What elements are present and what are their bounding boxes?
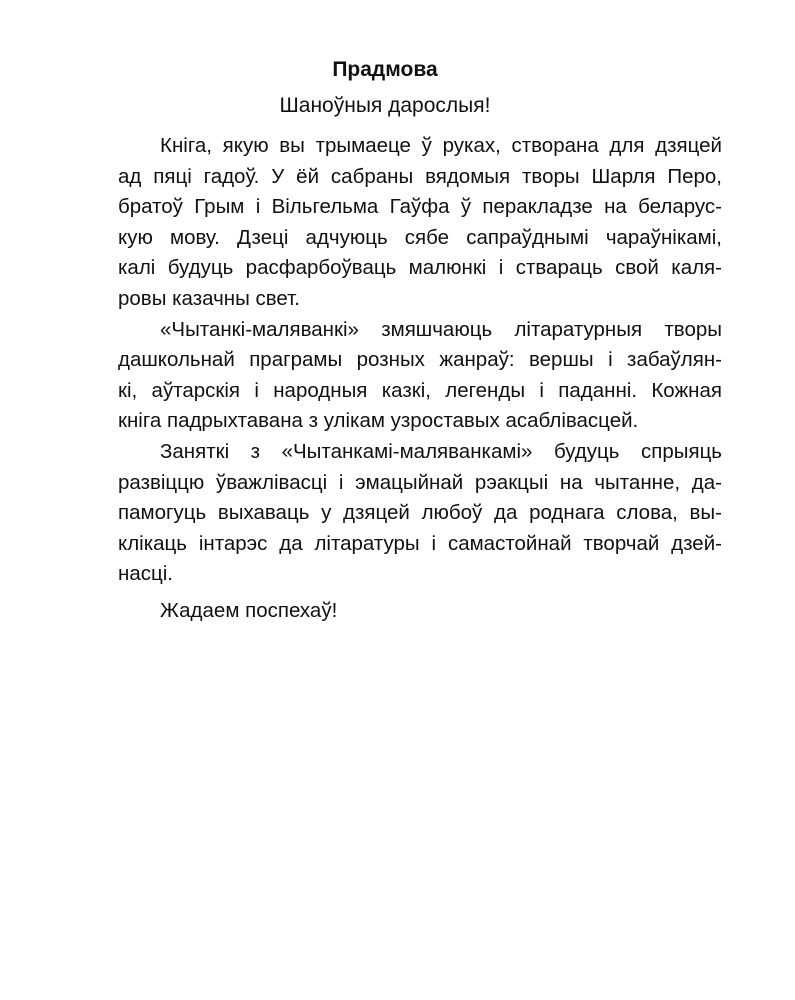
text-line: кі, аўтарскія і народныя казкі, легенды і паданні. Кожная [118, 378, 722, 402]
text-line: дашкольнай праграмы розных жанраў: вершы і забаўлян- [118, 348, 722, 372]
text-line: кую мову. Дзеці адчуюць сябе сапраўднымі чараўнікамі, [118, 225, 722, 249]
text-line: ад пяці гадоў. У ёй сабраны вядомыя творы Шарля Перо, [118, 164, 722, 188]
text-line: ровы казачны свет. [118, 286, 300, 310]
paragraph-2 [118, 315, 722, 437]
text-line: Кніга, якую вы трымаеце ў руках, створана для дзяцей [160, 134, 722, 157]
salutation: Шаноўныя дарослыя! [279, 94, 491, 117]
text-line: насці. [118, 562, 173, 586]
page-title: Прадмова [332, 58, 438, 81]
text-line: калі будуць расфарбоўваць малюнкі і ствараць свой каля- [118, 256, 722, 280]
text-line: кніга падрыхтавана з улікам узроставых асаблівасцей. [118, 409, 639, 433]
text-line: развіццю ўважлівасці і эмацыйнай рэакцыі на чытанне, да- [118, 470, 722, 494]
text-line: братоў Грым і Вільгельма Гаўфа ў перакладзе на беларус- [118, 195, 722, 219]
text-line: Заняткі з «Чытанкамі-маляванкамі» будуць спрыяць [160, 439, 722, 463]
paragraph-1 [118, 131, 722, 315]
text-line: памогуць выхаваць у дзяцей любоў да роднага слова, вы- [118, 501, 722, 525]
preface-body [118, 131, 722, 627]
text-line: клікаць інтарэс да літаратуры і самастойнай творчай дзей- [118, 531, 722, 555]
closing-line: Жадаем поспехаў! [160, 598, 338, 622]
text-line: «Чытанкі-маляванкі» змяшчаюць літаратурныя творы [160, 317, 722, 341]
paragraph-3 [118, 437, 722, 590]
